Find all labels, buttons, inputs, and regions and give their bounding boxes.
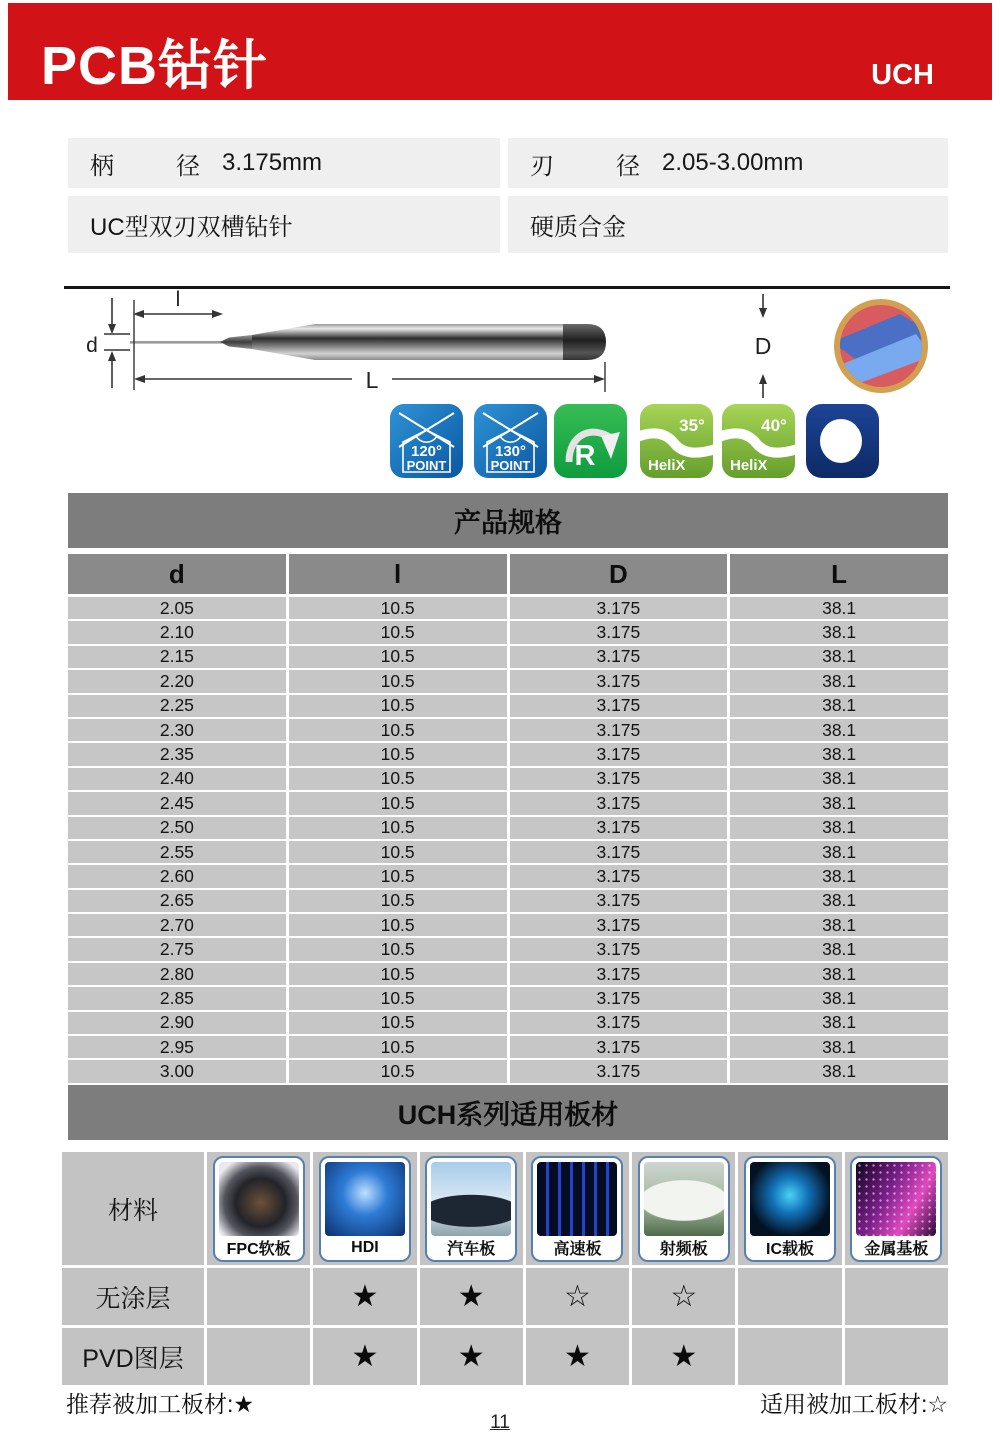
badge-helix-40 — [722, 404, 795, 478]
material-thumb — [531, 1156, 623, 1262]
table-row — [68, 646, 948, 668]
table-row — [68, 792, 948, 814]
star-cell — [420, 1268, 523, 1325]
material-caption: IC载板 — [766, 1241, 815, 1259]
board-table-title-text: UCH系列适用板材 — [397, 1100, 619, 1130]
star-cell — [632, 1268, 735, 1325]
spec-cell-blade-diameter — [508, 138, 948, 188]
table-cell: 3.175 — [510, 938, 728, 960]
star-cell — [632, 1328, 735, 1385]
table-cell: 2.25 — [68, 695, 286, 717]
table-row — [68, 1012, 948, 1034]
point-angle-text: 120° — [410, 443, 443, 460]
table-cell: 38.1 — [730, 817, 948, 839]
footer-suitable-note: 适用被加工板材:☆ — [759, 1391, 948, 1417]
footer-recommended-note: 推荐被加工板材:★ — [66, 1391, 255, 1417]
star-cell — [526, 1268, 629, 1325]
star-cell — [738, 1328, 841, 1385]
table-cell: 2.35 — [68, 743, 286, 765]
blade-value: 2.05-3.00mm — [662, 149, 804, 176]
material-cell — [845, 1152, 948, 1265]
table-row — [68, 597, 948, 619]
table-cell: 3.175 — [510, 841, 728, 863]
table-cell: 38.1 — [730, 597, 948, 619]
star-cell — [420, 1328, 523, 1385]
table-cell: 2.95 — [68, 1036, 286, 1058]
material-photo — [537, 1162, 617, 1236]
table-cell: 2.20 — [68, 670, 286, 692]
material-photo — [325, 1162, 405, 1236]
table-cell: 38.1 — [730, 743, 948, 765]
badge-point-130 — [474, 404, 547, 478]
material-caption: 汽车板 — [447, 1241, 496, 1259]
point-angle-text: 130° — [494, 443, 527, 460]
table-cell: 38.1 — [730, 670, 948, 692]
material-thumb — [638, 1156, 730, 1262]
table-cell: 3.175 — [510, 914, 728, 936]
table-cell: 3.175 — [510, 987, 728, 1009]
drill-shank — [314, 324, 564, 360]
table-cell: 10.5 — [289, 865, 507, 887]
table-row — [68, 817, 948, 839]
badge-radius — [554, 404, 627, 478]
page-number: 11 — [490, 1412, 510, 1433]
table-cell: 2.45 — [68, 792, 286, 814]
material-cell — [313, 1152, 416, 1265]
star-filled: ★ — [457, 1279, 485, 1313]
table-cell: 3.175 — [510, 621, 728, 643]
brand-logo — [832, 299, 934, 393]
series-label: UCH — [871, 59, 934, 91]
table-cell: 38.1 — [730, 768, 948, 790]
table-cell: 38.1 — [730, 865, 948, 887]
table-cell: 10.5 — [289, 719, 507, 741]
spec-cell-shank-diameter — [68, 138, 500, 188]
table-row — [68, 670, 948, 692]
table-cell: 3.175 — [510, 792, 728, 814]
table-cell: 10.5 — [289, 597, 507, 619]
table-cell: 2.15 — [68, 646, 286, 668]
star-filled: ★ — [457, 1339, 485, 1373]
material-caption: HDI — [351, 1238, 379, 1256]
material-caption: 高速板 — [553, 1241, 602, 1259]
table-cell: 2.65 — [68, 890, 286, 912]
table-cell: 38.1 — [730, 890, 948, 912]
table-row — [68, 841, 948, 863]
table-cell: 2.30 — [68, 719, 286, 741]
table-cell: 3.175 — [510, 597, 728, 619]
drill-diagram — [60, 290, 950, 402]
table-cell: 38.1 — [730, 841, 948, 863]
table-row — [68, 1036, 948, 1058]
divider-rule — [64, 286, 950, 289]
table-cell: 10.5 — [289, 1060, 507, 1082]
material-cell — [632, 1152, 735, 1265]
column-header-l: l — [289, 554, 507, 594]
table-cell: 3.175 — [510, 646, 728, 668]
material-thumb — [213, 1156, 305, 1262]
table-cell: 2.50 — [68, 817, 286, 839]
table-row — [68, 865, 948, 887]
spec-table-title-text: 产品规格 — [454, 508, 562, 538]
table-cell: 2.70 — [68, 914, 286, 936]
material-thumb — [425, 1156, 517, 1262]
shank-label-2: 径 — [176, 152, 200, 180]
table-cell: 38.1 — [730, 1060, 948, 1082]
star-cell — [313, 1328, 416, 1385]
table-row — [68, 768, 948, 790]
material-photo — [750, 1162, 830, 1236]
table-row — [68, 695, 948, 717]
column-header-d: d — [68, 554, 286, 594]
coating-row-label: PVD图层 — [62, 1328, 204, 1385]
dim-label-l: l — [175, 290, 181, 311]
drill-cone — [252, 324, 315, 360]
star-cell — [738, 1268, 841, 1325]
table-cell: 10.5 — [289, 695, 507, 717]
shank-value: 3.175mm — [222, 149, 323, 176]
helix-label-text: HeliX — [730, 457, 768, 474]
table-cell: 2.90 — [68, 1012, 286, 1034]
column-header-D: D — [510, 554, 728, 594]
table-cell: 38.1 — [730, 963, 948, 985]
helix-label-text: HeliX — [648, 457, 686, 474]
table-cell: 3.175 — [510, 719, 728, 741]
table-cell: 38.1 — [730, 719, 948, 741]
table-cell: 10.5 — [289, 987, 507, 1009]
table-row — [68, 1060, 948, 1082]
table-row — [68, 890, 948, 912]
table-cell: 2.80 — [68, 963, 286, 985]
material-row-label: 材料 — [62, 1152, 204, 1265]
table-cell: 3.175 — [510, 1060, 728, 1082]
table-cell: 10.5 — [289, 938, 507, 960]
table-cell: 10.5 — [289, 1012, 507, 1034]
column-header-L: L — [730, 554, 948, 594]
spec-cell-carbide — [508, 196, 948, 253]
table-cell: 2.05 — [68, 597, 286, 619]
material-thumb — [744, 1156, 836, 1262]
table-row — [68, 987, 948, 1009]
drill-type-text: UC型双刃双槽钻针 — [90, 214, 293, 241]
material-caption: 射频板 — [659, 1241, 708, 1259]
spec-table-title — [68, 493, 948, 548]
table-cell: 10.5 — [289, 963, 507, 985]
table-cell: 2.10 — [68, 621, 286, 643]
table-cell: 3.175 — [510, 1012, 728, 1034]
helix-angle-text: 40° — [761, 416, 787, 435]
dim-label-d: d — [86, 334, 98, 357]
material-cell — [526, 1152, 629, 1265]
board-table — [62, 1152, 948, 1385]
spec-table-body — [68, 597, 948, 1085]
table-cell: 10.5 — [289, 914, 507, 936]
blade-label-2: 径 — [616, 152, 640, 180]
table-cell: 38.1 — [730, 914, 948, 936]
material-caption: FPC软板 — [226, 1241, 291, 1259]
table-cell: 3.175 — [510, 1036, 728, 1058]
badge-point-120 — [390, 404, 463, 478]
table-cell: 3.175 — [510, 890, 728, 912]
spec-table-column-headers — [68, 554, 948, 594]
star-cell — [845, 1268, 948, 1325]
star-filled: ★ — [351, 1339, 379, 1373]
point-label-text: POINT — [406, 458, 447, 473]
table-cell: 38.1 — [730, 987, 948, 1009]
material-cell — [738, 1152, 841, 1265]
helix-angle-text: 35° — [679, 416, 705, 435]
badge-ring — [806, 404, 879, 478]
drill-needle — [130, 341, 222, 344]
header-banner — [8, 3, 992, 100]
drill-tip — [220, 335, 252, 349]
table-cell: 10.5 — [289, 743, 507, 765]
star-filled: ★ — [351, 1279, 379, 1313]
table-cell: 10.5 — [289, 621, 507, 643]
material-photo — [431, 1162, 511, 1236]
table-cell: 3.175 — [510, 768, 728, 790]
board-table-title — [68, 1085, 948, 1140]
badge-helix-35 — [640, 404, 713, 478]
spec-cell-drill-type — [68, 196, 500, 253]
table-cell: 2.60 — [68, 865, 286, 887]
table-cell: 2.85 — [68, 987, 286, 1009]
material-caption: 金属基板 — [864, 1241, 929, 1259]
material-thumb — [319, 1156, 411, 1262]
ring-hole — [820, 419, 862, 463]
table-cell: 3.175 — [510, 743, 728, 765]
material-photo — [644, 1162, 724, 1236]
table-cell: 3.175 — [510, 695, 728, 717]
table-cell: 3.175 — [510, 963, 728, 985]
material-photo — [219, 1162, 299, 1236]
table-cell: 3.175 — [510, 670, 728, 692]
page-title: PCB钻针 — [41, 36, 269, 96]
point-label-text: POINT — [490, 458, 531, 473]
material-thumb — [850, 1156, 942, 1262]
table-cell: 10.5 — [289, 817, 507, 839]
table-cell: 10.5 — [289, 768, 507, 790]
coating-row-label: 无涂层 — [62, 1268, 204, 1325]
table-cell: 3.175 — [510, 865, 728, 887]
star-cell — [207, 1328, 310, 1385]
table-cell: 2.55 — [68, 841, 286, 863]
star-filled: ★ — [564, 1339, 591, 1373]
drill-end-cap — [563, 324, 606, 360]
table-cell: 10.5 — [289, 646, 507, 668]
material-photo — [856, 1162, 936, 1236]
table-cell: 38.1 — [730, 1036, 948, 1058]
shank-label: 柄 — [90, 152, 114, 180]
dim-label-D: D — [754, 333, 772, 359]
table-row — [68, 621, 948, 643]
table-row — [68, 938, 948, 960]
table-cell: 10.5 — [289, 670, 507, 692]
table-row — [68, 743, 948, 765]
table-row — [68, 963, 948, 985]
table-row — [68, 914, 948, 936]
table-cell: 10.5 — [289, 841, 507, 863]
table-cell: 38.1 — [730, 938, 948, 960]
star-outline: ☆ — [564, 1279, 591, 1313]
radius-letter: R — [574, 440, 596, 472]
dim-label-L: L — [365, 367, 379, 393]
carbide-text: 硬质合金 — [530, 214, 626, 241]
star-outline: ☆ — [670, 1279, 698, 1313]
table-cell: 10.5 — [289, 1036, 507, 1058]
star-cell — [845, 1328, 948, 1385]
table-cell: 38.1 — [730, 695, 948, 717]
table-cell: 38.1 — [730, 1012, 948, 1034]
material-cell — [420, 1152, 523, 1265]
table-row — [68, 719, 948, 741]
table-cell: 3.00 — [68, 1060, 286, 1082]
table-cell: 3.175 — [510, 817, 728, 839]
table-cell: 38.1 — [730, 621, 948, 643]
table-cell: 2.40 — [68, 768, 286, 790]
blade-label: 刃 — [530, 152, 554, 180]
star-cell — [526, 1328, 629, 1385]
star-cell — [313, 1268, 416, 1325]
table-cell: 2.75 — [68, 938, 286, 960]
table-cell: 10.5 — [289, 792, 507, 814]
table-cell: 38.1 — [730, 646, 948, 668]
material-cell — [207, 1152, 310, 1265]
star-filled: ★ — [670, 1339, 698, 1373]
table-cell: 38.1 — [730, 792, 948, 814]
star-cell — [207, 1268, 310, 1325]
table-cell: 10.5 — [289, 890, 507, 912]
